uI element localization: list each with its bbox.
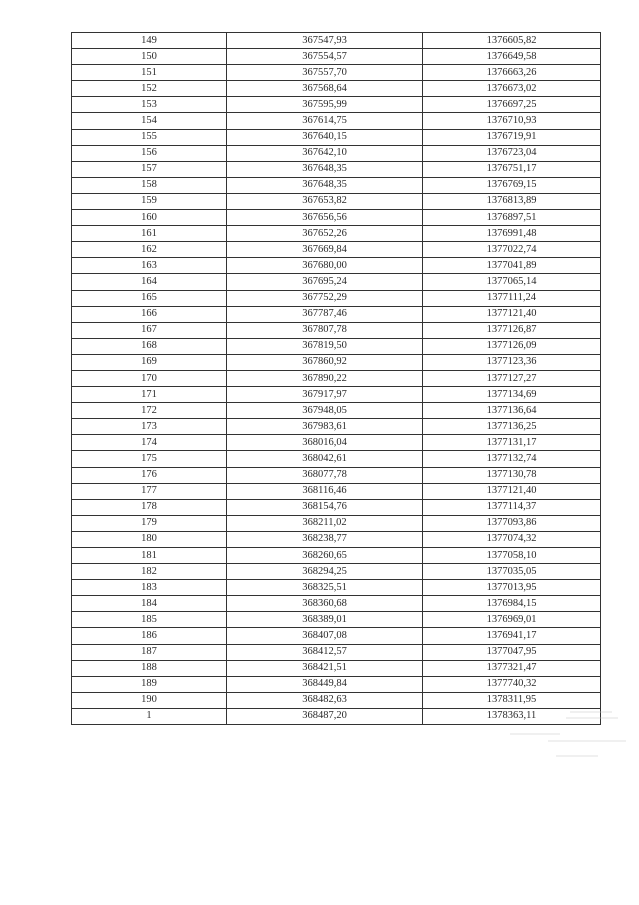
x-coordinate-cell: 368077,78	[227, 467, 423, 483]
x-coordinate-cell: 368154,76	[227, 499, 423, 515]
table-row	[72, 564, 601, 580]
table-row	[72, 354, 601, 370]
coordinates-table	[71, 32, 601, 725]
y-coordinate-cell: 1376813,89	[423, 193, 601, 209]
table-row	[72, 387, 601, 403]
y-coordinate-cell: 1376991,48	[423, 226, 601, 242]
point-number-cell: 161	[72, 226, 227, 242]
table-row	[72, 467, 601, 483]
x-coordinate-cell: 368389,01	[227, 612, 423, 628]
y-coordinate-cell: 1377136,25	[423, 419, 601, 435]
point-number-cell: 175	[72, 451, 227, 467]
point-number-cell: 189	[72, 676, 227, 692]
x-coordinate-cell: 367595,99	[227, 97, 423, 113]
table-row	[72, 161, 601, 177]
y-coordinate-cell: 1377058,10	[423, 548, 601, 564]
x-coordinate-cell: 367860,92	[227, 354, 423, 370]
table-row	[72, 419, 601, 435]
point-number-cell: 164	[72, 274, 227, 290]
table-row	[72, 370, 601, 386]
y-coordinate-cell: 1376969,01	[423, 612, 601, 628]
y-coordinate-cell: 1376719,91	[423, 129, 601, 145]
x-coordinate-cell: 367787,46	[227, 306, 423, 322]
table-row	[72, 612, 601, 628]
x-coordinate-cell: 368211,02	[227, 515, 423, 531]
y-coordinate-cell: 1377022,74	[423, 242, 601, 258]
table-row	[72, 113, 601, 129]
x-coordinate-cell: 367819,50	[227, 338, 423, 354]
table-row	[72, 322, 601, 338]
table-row	[72, 596, 601, 612]
point-number-cell: 180	[72, 531, 227, 547]
point-number-cell: 151	[72, 65, 227, 81]
x-coordinate-cell: 368360,68	[227, 596, 423, 612]
point-number-cell: 156	[72, 145, 227, 161]
y-coordinate-cell: 1377136,64	[423, 403, 601, 419]
y-coordinate-cell: 1376769,15	[423, 177, 601, 193]
point-number-cell: 188	[72, 660, 227, 676]
table-row	[72, 145, 601, 161]
x-coordinate-cell: 368116,46	[227, 483, 423, 499]
x-coordinate-cell: 367642,10	[227, 145, 423, 161]
table-row	[72, 81, 601, 97]
table-row	[72, 306, 601, 322]
point-number-cell: 185	[72, 612, 227, 628]
point-number-cell: 157	[72, 161, 227, 177]
y-coordinate-cell: 1378311,95	[423, 692, 601, 708]
point-number-cell: 184	[72, 596, 227, 612]
y-coordinate-cell: 1377074,32	[423, 531, 601, 547]
table-row	[72, 692, 601, 708]
table-row	[72, 628, 601, 644]
point-number-cell: 178	[72, 499, 227, 515]
point-number-cell: 181	[72, 548, 227, 564]
x-coordinate-cell: 367648,35	[227, 177, 423, 193]
table-row	[72, 49, 601, 65]
x-coordinate-cell: 367653,82	[227, 193, 423, 209]
point-number-cell: 173	[72, 419, 227, 435]
point-number-cell: 172	[72, 403, 227, 419]
y-coordinate-cell: 1377114,37	[423, 499, 601, 515]
point-number-cell: 167	[72, 322, 227, 338]
point-number-cell: 162	[72, 242, 227, 258]
y-coordinate-cell: 1377740,32	[423, 676, 601, 692]
point-number-cell: 166	[72, 306, 227, 322]
point-number-cell: 149	[72, 33, 227, 49]
table-row	[72, 435, 601, 451]
table-row	[72, 403, 601, 419]
point-number-cell: 159	[72, 193, 227, 209]
point-number-cell: 170	[72, 370, 227, 386]
x-coordinate-cell: 368487,20	[227, 708, 423, 724]
y-coordinate-cell: 1377065,14	[423, 274, 601, 290]
point-number-cell: 183	[72, 580, 227, 596]
y-coordinate-cell: 1377013,95	[423, 580, 601, 596]
x-coordinate-cell: 368016,04	[227, 435, 423, 451]
y-coordinate-cell: 1376751,17	[423, 161, 601, 177]
y-coordinate-cell: 1376984,15	[423, 596, 601, 612]
y-coordinate-cell: 1377132,74	[423, 451, 601, 467]
table-row	[72, 338, 601, 354]
x-coordinate-cell: 368260,65	[227, 548, 423, 564]
point-number-cell: 186	[72, 628, 227, 644]
table-row	[72, 258, 601, 274]
y-coordinate-cell: 1377127,27	[423, 370, 601, 386]
y-coordinate-cell: 1376941,17	[423, 628, 601, 644]
y-coordinate-cell: 1377047,95	[423, 644, 601, 660]
x-coordinate-cell: 367640,15	[227, 129, 423, 145]
y-coordinate-cell: 1376673,02	[423, 81, 601, 97]
point-number-cell: 163	[72, 258, 227, 274]
y-coordinate-cell: 1377130,78	[423, 467, 601, 483]
y-coordinate-cell: 1376710,93	[423, 113, 601, 129]
table-row	[72, 226, 601, 242]
x-coordinate-cell: 367917,97	[227, 387, 423, 403]
table-row	[72, 97, 601, 113]
table-row	[72, 290, 601, 306]
x-coordinate-cell: 367648,35	[227, 161, 423, 177]
table-row	[72, 483, 601, 499]
table-row	[72, 451, 601, 467]
point-number-cell: 176	[72, 467, 227, 483]
x-coordinate-cell: 367890,22	[227, 370, 423, 386]
x-coordinate-cell: 367614,75	[227, 113, 423, 129]
point-number-cell: 174	[72, 435, 227, 451]
y-coordinate-cell: 1377131,17	[423, 435, 601, 451]
y-coordinate-cell: 1376697,25	[423, 97, 601, 113]
x-coordinate-cell: 367807,78	[227, 322, 423, 338]
y-coordinate-cell: 1377126,87	[423, 322, 601, 338]
point-number-cell: 190	[72, 692, 227, 708]
point-number-cell: 155	[72, 129, 227, 145]
table-row	[72, 129, 601, 145]
x-coordinate-cell: 367656,56	[227, 210, 423, 226]
x-coordinate-cell: 368412,57	[227, 644, 423, 660]
y-coordinate-cell: 1377041,89	[423, 258, 601, 274]
table-row	[72, 708, 601, 724]
table-row	[72, 210, 601, 226]
point-number-cell: 153	[72, 97, 227, 113]
y-coordinate-cell: 1377321,47	[423, 660, 601, 676]
x-coordinate-cell: 368238,77	[227, 531, 423, 547]
y-coordinate-cell: 1376723,04	[423, 145, 601, 161]
y-coordinate-cell: 1376605,82	[423, 33, 601, 49]
y-coordinate-cell: 1376649,58	[423, 49, 601, 65]
table-row	[72, 33, 601, 49]
table-row	[72, 515, 601, 531]
x-coordinate-cell: 367568,64	[227, 81, 423, 97]
table-row	[72, 660, 601, 676]
x-coordinate-cell: 368449,84	[227, 676, 423, 692]
y-coordinate-cell: 1377126,09	[423, 338, 601, 354]
table-row	[72, 274, 601, 290]
y-coordinate-cell: 1377121,40	[423, 483, 601, 499]
table-row	[72, 548, 601, 564]
point-number-cell: 182	[72, 564, 227, 580]
point-number-cell: 160	[72, 210, 227, 226]
x-coordinate-cell: 367752,29	[227, 290, 423, 306]
y-coordinate-cell: 1377123,36	[423, 354, 601, 370]
x-coordinate-cell: 367652,26	[227, 226, 423, 242]
x-coordinate-cell: 367680,00	[227, 258, 423, 274]
point-number-cell: 171	[72, 387, 227, 403]
y-coordinate-cell: 1377035,05	[423, 564, 601, 580]
point-number-cell: 150	[72, 49, 227, 65]
table-row	[72, 65, 601, 81]
point-number-cell: 165	[72, 290, 227, 306]
x-coordinate-cell: 367547,93	[227, 33, 423, 49]
x-coordinate-cell: 367948,05	[227, 403, 423, 419]
point-number-cell: 154	[72, 113, 227, 129]
table-row	[72, 580, 601, 596]
table-row	[72, 177, 601, 193]
y-coordinate-cell: 1376663,26	[423, 65, 601, 81]
coordinates-table-body	[72, 33, 601, 725]
x-coordinate-cell: 367557,70	[227, 65, 423, 81]
point-number-cell: 187	[72, 644, 227, 660]
x-coordinate-cell: 368294,25	[227, 564, 423, 580]
point-number-cell: 179	[72, 515, 227, 531]
table-row	[72, 193, 601, 209]
x-coordinate-cell: 368482,63	[227, 692, 423, 708]
point-number-cell: 177	[72, 483, 227, 499]
point-number-cell: 152	[72, 81, 227, 97]
point-number-cell: 169	[72, 354, 227, 370]
y-coordinate-cell: 1377134,69	[423, 387, 601, 403]
table-row	[72, 676, 601, 692]
x-coordinate-cell: 368421,51	[227, 660, 423, 676]
y-coordinate-cell: 1376897,51	[423, 210, 601, 226]
point-number-cell: 1	[72, 708, 227, 724]
table-row	[72, 531, 601, 547]
y-coordinate-cell: 1377093,86	[423, 515, 601, 531]
y-coordinate-cell: 1377121,40	[423, 306, 601, 322]
table-row	[72, 242, 601, 258]
table-row	[72, 644, 601, 660]
x-coordinate-cell: 368407,08	[227, 628, 423, 644]
x-coordinate-cell: 368042,61	[227, 451, 423, 467]
x-coordinate-cell: 368325,51	[227, 580, 423, 596]
y-coordinate-cell: 1377111,24	[423, 290, 601, 306]
table-row	[72, 499, 601, 515]
x-coordinate-cell: 367669,84	[227, 242, 423, 258]
point-number-cell: 158	[72, 177, 227, 193]
x-coordinate-cell: 367554,57	[227, 49, 423, 65]
x-coordinate-cell: 367695,24	[227, 274, 423, 290]
y-coordinate-cell: 1378363,11	[423, 708, 601, 724]
point-number-cell: 168	[72, 338, 227, 354]
x-coordinate-cell: 367983,61	[227, 419, 423, 435]
